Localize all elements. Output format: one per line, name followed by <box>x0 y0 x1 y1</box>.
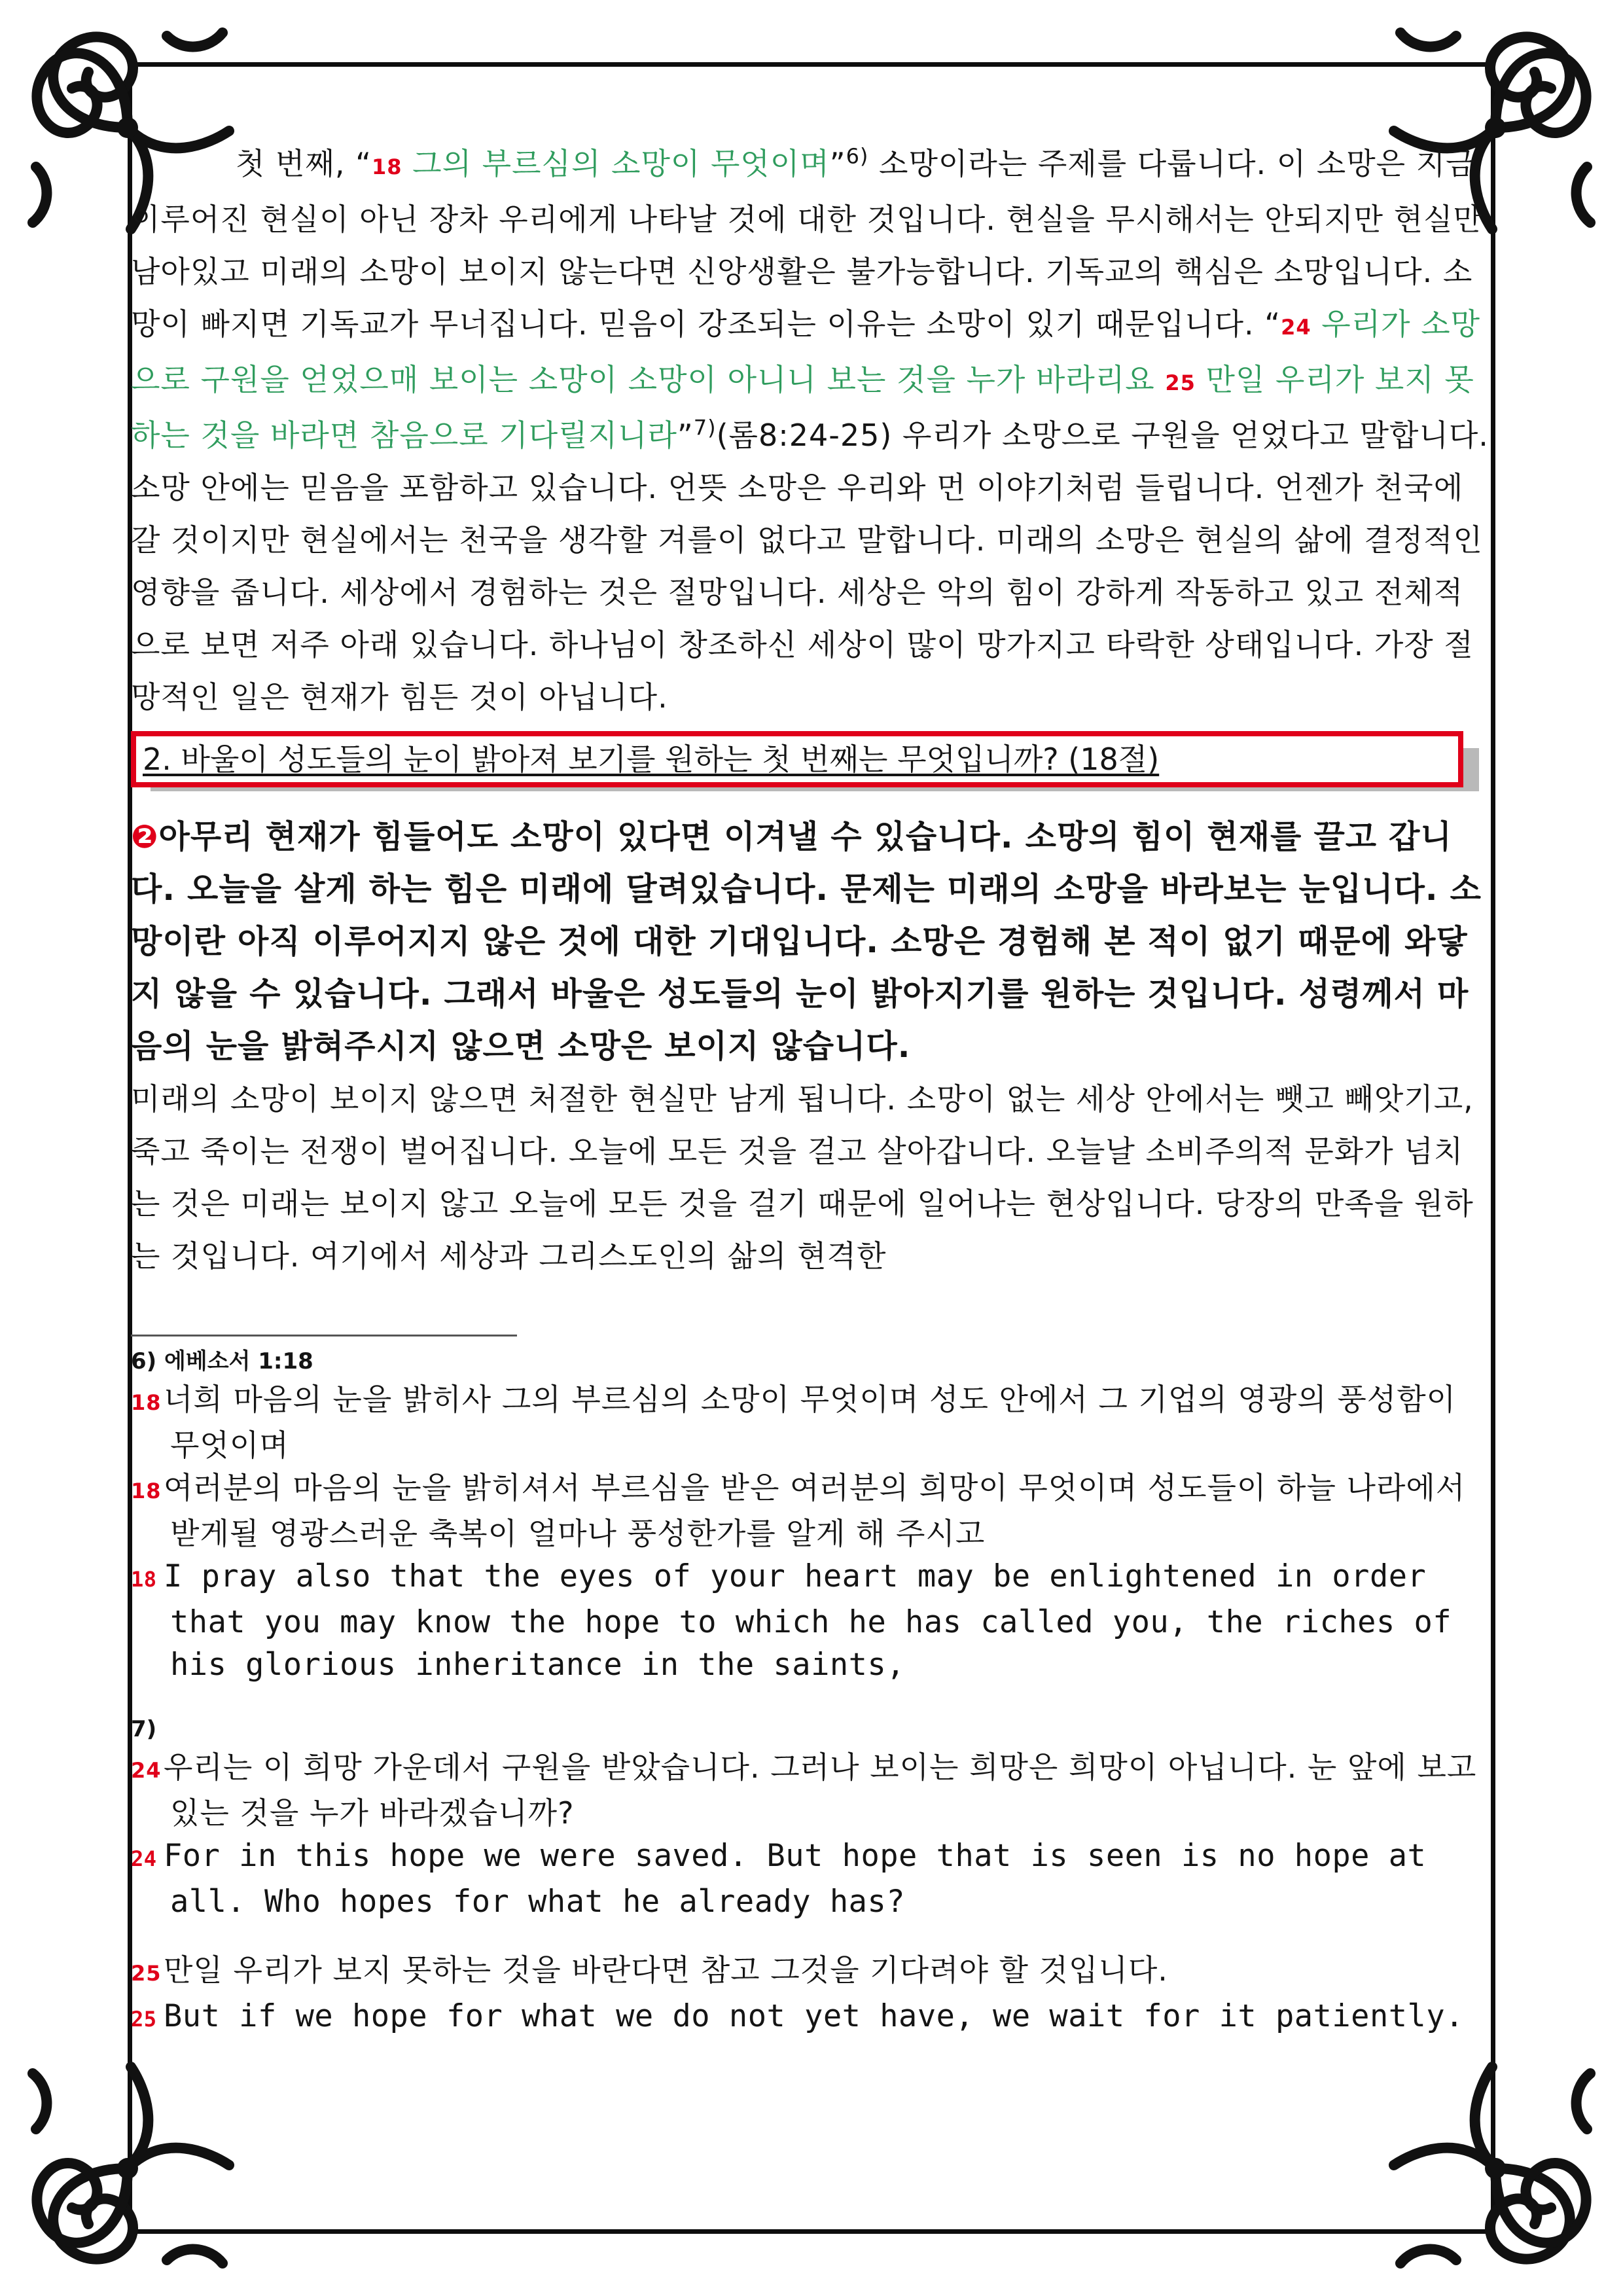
verse-number: 24 <box>131 1758 162 1783</box>
footnote-verse <box>131 1378 1492 1467</box>
footnote-text: But if we hope for what we do not yet have, we wait for it patiently. <box>164 1998 1464 2034</box>
footnote-verse <box>131 1555 1492 1686</box>
number-marker: ❷ <box>131 818 159 855</box>
emphasis-text: 아무리 현재가 힘들어도 소망이 있다면 이겨낼 수 있습니다. 소망의 힘이 현재를 끌고 갑니다. 오늘을 살게 하는 힘은 미래에 달려있습니다. 문제는 미래의 소망을 바라보는 눈입니다. 소망이란 아직 이루어지지 않은 것에 대한 기대입니다. 소망은 경험해 본 적이 없기 때문에 와닿지 않을 수 있습니다. 그래서 바울은 성도들의 눈이 밝아지기를 원하는 것입니다. 성령께서 마음의 눈을 밝혀주시지 않으면 소망은 보이지 않습니다. <box>131 818 1482 1065</box>
verse-number: 25 <box>131 1961 162 1986</box>
scripture-quote: 우리가 소망으로 구원을 얻었으매 보이는 소망이 소망이 아니니 보는 것을 누가 바라리요 <box>131 306 1481 397</box>
quote-mark: ” <box>829 146 846 181</box>
text-segment: (롬8:24-25) 우리가 소망으로 구원을 얻었다고 말합니다. 소망 안에는 믿음을 포함하고 있습니다. 언뜻 소망은 우리와 먼 이야기처럼 들립니다. 언젠가 천국에 갈 것이지만 현실에서는 천국을 생각할 겨를이 없다고 말합니다. 미래의 소망은 현실의 삶에 결정적인 영향을 줍니다. 세상에서 경험하는 것은 절망입니다. 세상은 악의 힘이 강하게 작동하고 있고 전체적으로 보면 저주 아래 있습니다. 하나님이 창조하신 세상이 많이 망가지고 타락한 상태입니다. 가장 절망적인 일은 현재가 힘든 것이 아닙니다. <box>131 418 1489 715</box>
verse-number: 25 <box>1165 370 1196 395</box>
footnote-verse <box>131 1949 1492 1995</box>
verse-number: 24 <box>131 1846 157 1871</box>
verse-number: 24 <box>1281 315 1311 340</box>
verse-number: 18 <box>131 1479 162 1503</box>
question-box <box>131 731 1479 791</box>
corner-ornament-bottom-right <box>1374 2047 1610 2283</box>
footnote-text: I pray also that the eyes of your heart may be enlightened in order that you may know the hope to which he has called you, the riches of his glorious inheritance in the saints, <box>164 1558 1452 1683</box>
footnote-verse <box>131 1995 1492 2041</box>
footnote-ref[interactable]: 6) <box>846 143 869 169</box>
footnote-ref[interactable]: 7) <box>693 415 717 440</box>
body-paragraph: 미래의 소망이 보이지 않으면 처절한 현실만 남게 됩니다. 소망이 없는 세상 안에서는 뺏고 빼앗기고, 죽고 죽이는 전쟁이 벌어집니다. 오늘에 모든 것을 걸고 살아갑니다. 오늘날 소비주의적 문화가 넘치는 것은 미래는 보이지 않고 오늘에 모든 것을 걸기 때문에 일어나는 현상입니다. 당장의 만족을 원하는 것입니다. 여기에서 세상과 그리스도인의 삶의 현격한 <box>131 1081 1474 1274</box>
page-content <box>131 137 1492 2041</box>
scripture-quote: 만일 우리가 보지 못하는 것을 바라면 참음으로 기다릴지니라 <box>131 362 1474 453</box>
emphasis-paragraph <box>131 811 1492 1073</box>
footnote-label: 7) <box>131 1716 157 1742</box>
verse-number: 18 <box>131 1390 162 1415</box>
question-text: 2. 바울이 성도들의 눈이 밝아져 보기를 원하는 첫 번째는 무엇입니까? (18절) <box>131 731 1463 787</box>
footnote-verse <box>131 1746 1492 1835</box>
footnote-text: 만일 우리가 보지 못하는 것을 바란다면 참고 그것을 기다려야 할 것입니다. <box>164 1952 1168 1988</box>
intro-paragraph <box>131 137 1492 723</box>
footnote-text: 여러분의 마음의 눈을 밝히셔서 부르심을 받은 여러분의 희망이 무엇이며 성도들이 하늘 나라에서 받게될 영광스러운 축복이 얼마나 풍성한가를 알게 해 주시고 <box>164 1470 1466 1551</box>
verse-number: 18 <box>131 1567 157 1592</box>
scripture-quote: 그의 부르심의 소망이 무엇이며 <box>402 146 830 181</box>
footnote-text: 우리는 이 희망 가운데서 구원을 받았습니다. 그러나 보이는 희망은 희망이 아닙니다. 눈 앞에 보고 있는 것을 누가 바라겠습니까? <box>164 1749 1477 1831</box>
footnote-text: For in this hope we were saved. But hope that is seen is no hope at all. Who hopes for what he already has? <box>164 1838 1427 1920</box>
verse-number: 18 <box>372 154 402 179</box>
footnote-divider <box>131 1335 517 1336</box>
footnote-label: 6) 에베소서 1:18 <box>131 1348 313 1374</box>
quote-mark: ” <box>677 418 694 453</box>
verse-number: 25 <box>131 2007 157 2032</box>
footnote-verse <box>131 1835 1492 1923</box>
text-segment: 소망이라는 주제를 다룹니다. 이 소망은 지금 이루어진 현실이 아닌 장차 우리에게 나타날 것에 대한 것입니다. 현실을 무시해서는 안되지만 현실만 남아있고 미래의 소망이 보이지 않는다면 신앙생활은 불가능합니다. 기독교의 핵심은 소망입니다. 소망이 빠지면 기독교가 무너집니다. 믿음이 강조되는 이유는 소망이 있기 때문입니다. “ <box>131 146 1483 342</box>
footnote-text: 너희 마음의 눈을 밝히사 그의 부르심의 소망이 무엇이며 성도 안에서 그 기업의 영광의 풍성함이 무엇이며 <box>164 1382 1457 1463</box>
corner-ornament-bottom-left <box>13 2047 249 2283</box>
footnote-verse <box>131 1467 1492 1555</box>
text-segment: 첫 번째, “ <box>236 146 372 181</box>
